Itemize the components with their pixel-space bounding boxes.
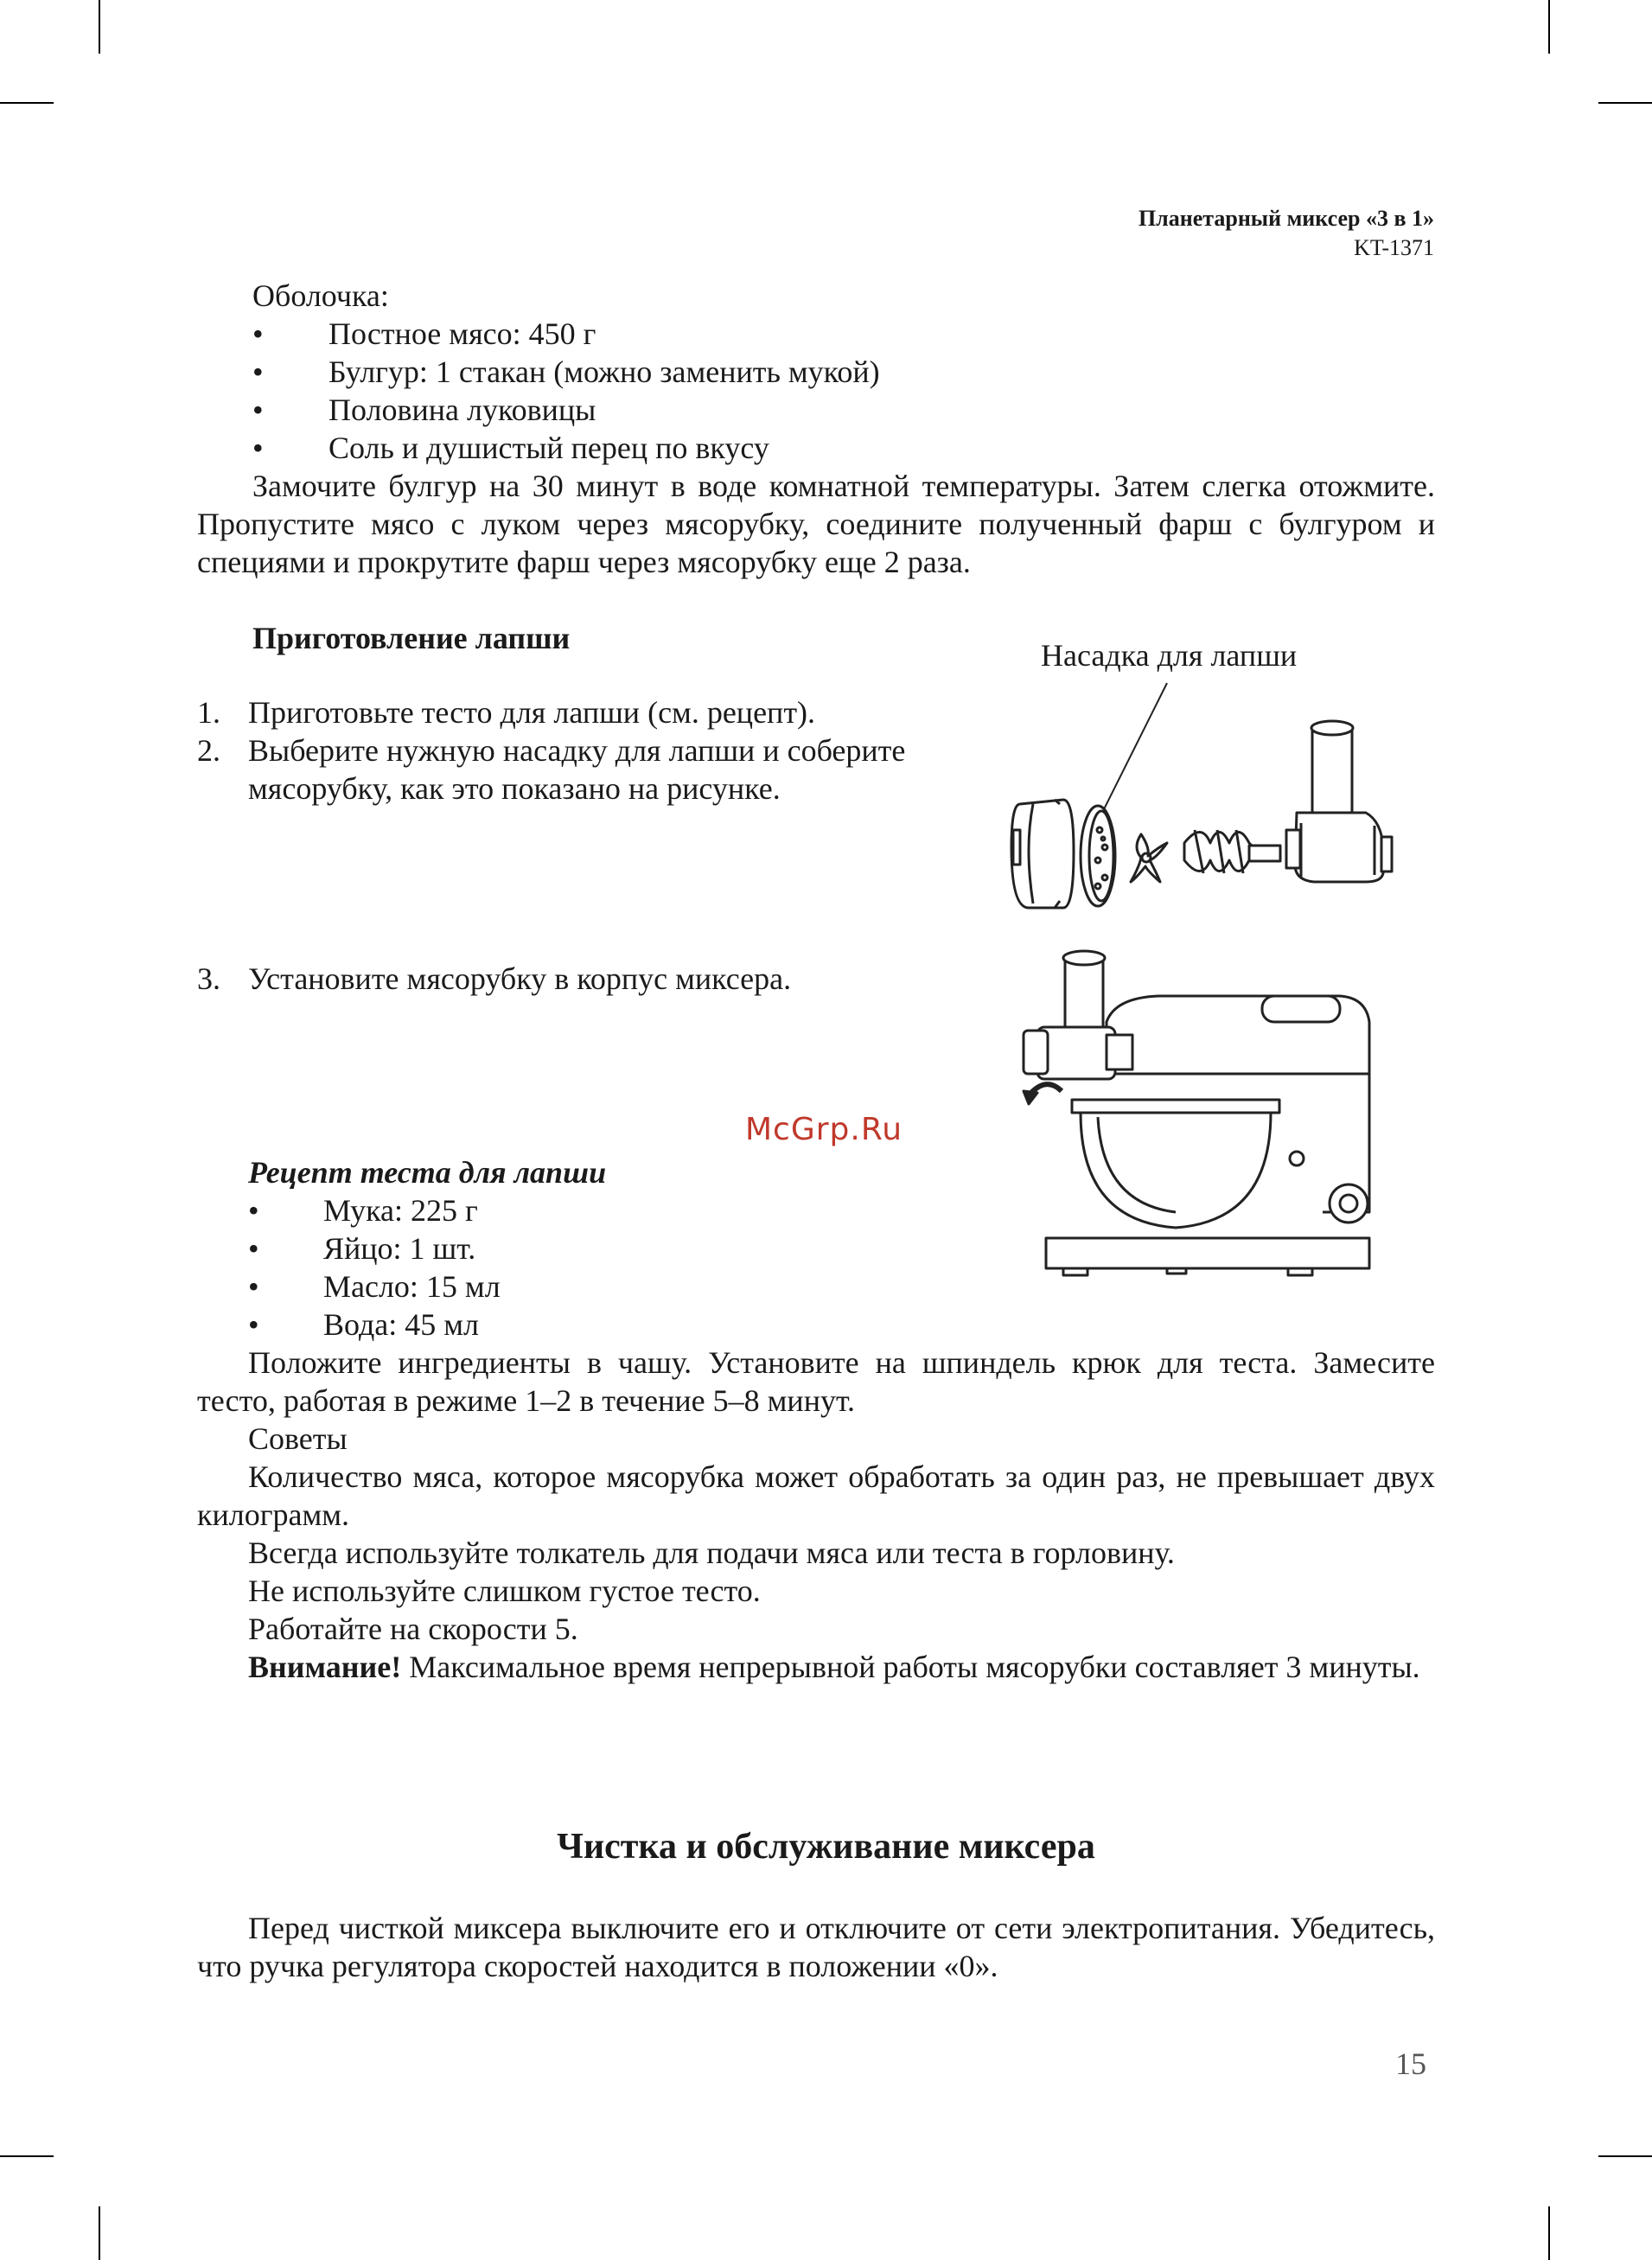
crop-mark bbox=[99, 0, 100, 54]
grinder-assembly-illustration bbox=[1003, 674, 1400, 916]
bullet: • bbox=[248, 1231, 259, 1266]
shell-label: Оболочка: bbox=[252, 278, 389, 313]
watermark: McGrp.Ru bbox=[745, 1112, 903, 1147]
crop-mark bbox=[1598, 102, 1652, 104]
step-text: Установите мясорубку в корпус миксера. bbox=[248, 961, 792, 996]
bullet: • bbox=[248, 1307, 259, 1342]
bullet: • bbox=[252, 393, 264, 427]
crop-mark bbox=[0, 102, 54, 104]
step-text: Выберите нужную насадку для лапши и соберите мясорубку, как это показано на рисунке. bbox=[248, 733, 906, 806]
tips-paragraph: Всегда используйте толкатель для подачи мяса или теста в горловину. bbox=[248, 1535, 1175, 1570]
bullet: • bbox=[252, 354, 264, 389]
figure-label: Насадка для лапши bbox=[1041, 638, 1298, 673]
header-model: KT-1371 bbox=[1354, 235, 1434, 260]
list-item: Соль и душистый перец по вкусу bbox=[328, 431, 769, 465]
list-item: Половина луковицы bbox=[328, 393, 596, 427]
section-title: Чистка и обслуживание миксера bbox=[557, 1827, 1095, 1867]
noodles-heading: Приготовление лапши bbox=[252, 621, 571, 655]
step-number: 2. bbox=[197, 733, 220, 768]
crop-mark bbox=[0, 2155, 54, 2157]
list-item: Вода: 45 мл bbox=[323, 1307, 480, 1342]
tips-paragraph: Количество мяса, которое мясорубка может обработать за один раз, не превышает двух килограмм. bbox=[197, 1459, 1435, 1532]
list-item: Постное мясо: 450 г bbox=[328, 316, 596, 351]
warning-label: Внимание! bbox=[248, 1650, 402, 1684]
noodle-disc-icon bbox=[1081, 806, 1115, 906]
ring-nut-icon bbox=[1011, 800, 1074, 908]
list-item: Яйцо: 1 шт. bbox=[323, 1231, 476, 1266]
bullet: • bbox=[248, 1269, 259, 1304]
list-item: Масло: 15 мл bbox=[323, 1269, 501, 1304]
stand-mixer-illustration bbox=[1011, 944, 1409, 1290]
step-number: 3. bbox=[197, 961, 220, 996]
crop-mark bbox=[1598, 2155, 1652, 2157]
warning-text: Максимальное время непрерывной работы мясорубки составляет 3 минуты. bbox=[409, 1650, 1420, 1684]
crop-mark bbox=[99, 2206, 100, 2260]
step-number: 1. bbox=[197, 695, 220, 730]
bullet: • bbox=[252, 316, 264, 351]
bullet: • bbox=[252, 431, 264, 465]
shell-paragraph: Замочите булгур на 30 минут в воде комнатной температуры. Затем слегка отожмите. Пропустите мясо с луком через мясорубку, соедините полученный фарш с булгуром и специями и прокрутите фарш через мясорубку еще 2 раза. bbox=[197, 469, 1435, 579]
header-title: Планетарный миксер «3 в 1» bbox=[1138, 206, 1434, 231]
step-text: Приготовьте тесто для лапши (см. рецепт). bbox=[248, 695, 816, 730]
grinder-body-icon bbox=[1286, 721, 1392, 882]
list-item: Мука: 225 г bbox=[323, 1193, 478, 1228]
cross-blade-icon bbox=[1131, 834, 1167, 882]
recipe-heading: Рецепт теста для лапши bbox=[248, 1155, 607, 1190]
tips-paragraph: Не используйте слишком густое тесто. bbox=[248, 1574, 761, 1608]
page-number: 15 bbox=[1395, 2046, 1426, 2081]
auger-icon bbox=[1184, 830, 1280, 873]
recipe-paragraph: Положите ингредиенты в чашу. Установите на шпиндель крюк для теста. Замесите тесто, работая в режиме 1–2 в течение 5–8 минут. bbox=[197, 1345, 1435, 1418]
tips-label: Советы bbox=[248, 1421, 348, 1456]
bullet: • bbox=[248, 1193, 259, 1228]
tips-paragraph: Работайте на скорости 5. bbox=[248, 1612, 578, 1646]
warning-paragraph bbox=[197, 1648, 1435, 1686]
cleaning-paragraph: Перед чисткой миксера выключите его и отключите от сети электропитания. Убедитесь, что ручка регулятора скоростей находится в положении «0». bbox=[197, 1911, 1435, 1983]
list-item: Булгур: 1 стакан (можно заменить мукой) bbox=[328, 354, 880, 389]
crop-mark bbox=[1548, 0, 1550, 54]
crop-mark bbox=[1548, 2206, 1550, 2260]
